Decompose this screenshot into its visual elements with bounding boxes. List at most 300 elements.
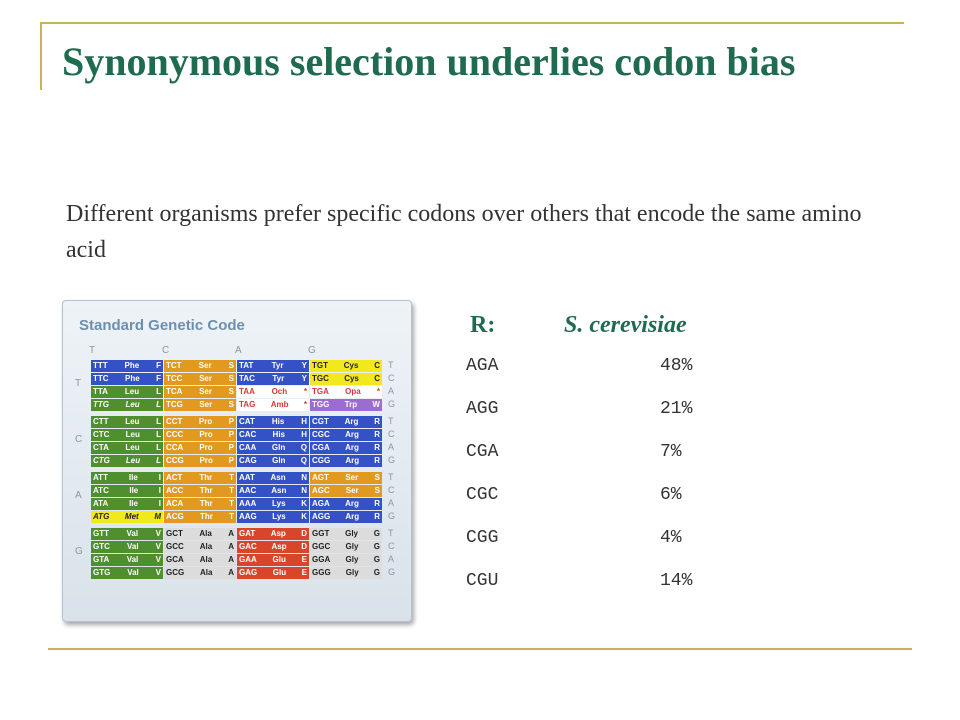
codon-row: [466, 348, 766, 391]
codon-cell: [164, 498, 236, 510]
codon-cell-codon: TAG: [239, 400, 256, 409]
codon-cell-symbol: N: [301, 486, 307, 495]
codon-cell-codon: TGT: [312, 361, 328, 370]
codon-cell-amino-acid: Tyr: [271, 361, 284, 370]
codon-cell-codon: ATG: [93, 512, 110, 521]
codon-cell-amino-acid: His: [272, 430, 285, 439]
codon-cell: [237, 416, 309, 428]
codon-name: CGA: [466, 442, 499, 462]
third-base-letter: A: [388, 554, 395, 564]
codon-cell: [91, 528, 163, 540]
codon-cell: [237, 511, 309, 523]
codon-cell-symbol: L: [156, 387, 161, 396]
codon-cell-codon: AAG: [239, 512, 257, 521]
codon-cell-symbol: S: [374, 486, 380, 495]
codon-cell-amino-acid: Amb: [270, 400, 289, 409]
codon-cell: [237, 498, 309, 510]
codon-cell-amino-acid: Pro: [199, 443, 213, 452]
codon-cell-amino-acid: Pro: [199, 430, 213, 439]
codon-cell-codon: GAC: [239, 542, 257, 551]
codon-cell-symbol: *: [303, 400, 307, 409]
genetic-code-column: [164, 472, 237, 524]
codon-cell-amino-acid: Asp: [271, 542, 287, 551]
codon-cell-symbol: *: [303, 387, 307, 396]
codon-cell: [310, 485, 382, 497]
codon-cell: [310, 455, 382, 467]
codon-cell-symbol: A: [228, 529, 234, 538]
codon-cell-symbol: V: [155, 542, 161, 551]
codon-cell-codon: CGT: [312, 417, 329, 426]
codon-cell: [164, 567, 236, 579]
codon-cell-symbol: R: [374, 443, 380, 452]
codon-cell: [237, 554, 309, 566]
codon-cell-symbol: S: [228, 374, 234, 383]
codon-cell-amino-acid: Ser: [198, 361, 212, 370]
codon-cell-amino-acid: Gly: [345, 529, 358, 538]
codon-cell: [164, 541, 236, 553]
codon-cell-symbol: I: [158, 499, 161, 508]
codon-cell-codon: GGG: [312, 568, 331, 577]
codon-cell-codon: CTA: [93, 443, 109, 452]
genetic-code-column: [91, 360, 164, 412]
codon-cell-amino-acid: Leu: [125, 443, 140, 452]
genetic-code-column: [164, 528, 237, 580]
third-base-letter: A: [388, 386, 395, 396]
codon-cell-amino-acid: Gln: [272, 456, 286, 465]
codon-cell: [164, 472, 236, 484]
codon-cell-amino-acid: Ile: [128, 473, 138, 482]
genetic-code-column: [91, 472, 164, 524]
codon-cell-symbol: S: [374, 473, 380, 482]
codon-cell-amino-acid: Val: [126, 555, 139, 564]
slide-frame-top-line: [40, 22, 904, 24]
codon-cell-symbol: M: [154, 512, 161, 521]
codon-row: [466, 391, 766, 434]
codon-cell-symbol: W: [372, 400, 380, 409]
codon-cell-codon: GTA: [93, 555, 110, 564]
codon-cell-codon: TGG: [312, 400, 330, 409]
codon-cell-codon: GCC: [166, 542, 184, 551]
codon-cell-symbol: S: [228, 400, 234, 409]
codon-cell-amino-acid: Pro: [198, 417, 213, 426]
slide-title: Synonymous selection underlies codon bias: [62, 39, 796, 84]
codon-cell-symbol: G: [373, 529, 380, 538]
codon-usage-rows: [466, 348, 766, 606]
codon-cell-codon: TAC: [239, 374, 255, 383]
codon-cell: [91, 511, 163, 523]
codon-row: [466, 434, 766, 477]
codon-cell-symbol: P: [228, 443, 234, 452]
codon-cell-codon: CCA: [166, 443, 184, 452]
genetic-code-column: [310, 360, 383, 412]
codon-cell-amino-acid: Lys: [272, 512, 286, 521]
codon-cell: [91, 485, 163, 497]
codon-cell: [237, 455, 309, 467]
codon-cell-codon: GTG: [93, 568, 111, 577]
codon-cell-codon: ACA: [166, 499, 184, 508]
codon-cell: [237, 528, 309, 540]
codon-cell-amino-acid: Leu: [125, 417, 140, 426]
codon-cell-codon: AGC: [312, 486, 330, 495]
codon-cell-amino-acid: Trp: [344, 400, 358, 409]
codon-cell-codon: CTC: [93, 430, 110, 439]
codon-cell: [91, 472, 163, 484]
codon-cell-symbol: Q: [300, 443, 307, 452]
codon-cell-symbol: T: [229, 499, 234, 508]
amino-acid-label: R:: [470, 312, 496, 338]
slide-frame-bottom-line: [48, 648, 912, 650]
genetic-code-column: [91, 528, 164, 580]
genetic-code-block: [91, 416, 383, 468]
codon-cell-codon: GAG: [239, 568, 258, 577]
codon-cell: [164, 511, 236, 523]
codon-cell-codon: ATA: [93, 499, 109, 508]
codon-cell-codon: CAG: [239, 456, 257, 465]
genetic-code-column: [237, 360, 310, 412]
codon-cell-codon: CAC: [239, 430, 257, 439]
codon-cell-codon: TCT: [166, 361, 182, 370]
codon-cell: [310, 373, 382, 385]
organism-label: S. cerevisiae: [564, 312, 687, 338]
codon-cell-amino-acid: Arg: [345, 512, 360, 521]
codon-cell: [164, 442, 236, 454]
codon-cell-codon: GCG: [166, 568, 185, 577]
codon-cell: [91, 541, 163, 553]
third-base-letter: T: [388, 528, 394, 538]
codon-cell: [237, 485, 309, 497]
codon-cell-symbol: Q: [300, 456, 307, 465]
codon-cell: [91, 360, 163, 372]
codon-cell: [91, 386, 163, 398]
codon-cell-symbol: D: [301, 542, 307, 551]
codon-cell: [310, 399, 382, 411]
codon-cell: [237, 399, 309, 411]
codon-cell-codon: CCT: [166, 417, 183, 426]
third-base-letter: C: [388, 373, 395, 383]
codon-cell-symbol: V: [155, 568, 161, 577]
codon-cell-codon: CTT: [93, 417, 109, 426]
codon-cell-amino-acid: Met: [124, 512, 139, 521]
codon-cell-amino-acid: Leu: [125, 456, 141, 465]
codon-cell-codon: ACT: [166, 473, 183, 482]
codon-cell-codon: ATT: [93, 473, 108, 482]
genetic-code-column: [91, 416, 164, 468]
codon-cell-codon: GTC: [93, 542, 110, 551]
codon-cell: [91, 567, 163, 579]
codon-percentage: 7%: [660, 442, 682, 462]
codon-cell-symbol: R: [374, 512, 380, 521]
codon-cell-amino-acid: Cys: [344, 374, 359, 383]
codon-cell: [91, 554, 163, 566]
codon-cell-amino-acid: Phe: [124, 361, 140, 370]
codon-cell-symbol: S: [228, 387, 234, 396]
codon-cell-amino-acid: Thr: [200, 512, 213, 521]
codon-cell-symbol: T: [229, 473, 234, 482]
codon-cell-amino-acid: Ser: [199, 374, 212, 383]
codon-cell-symbol: K: [301, 499, 307, 508]
codon-cell-amino-acid: Ala: [199, 542, 213, 551]
genetic-code-column: [310, 472, 383, 524]
codon-cell-amino-acid: Phe: [125, 374, 140, 383]
codon-cell: [164, 528, 236, 540]
codon-cell: [310, 429, 382, 441]
genetic-code-column: [237, 416, 310, 468]
third-base-letter: G: [388, 399, 396, 409]
third-base-letter: T: [388, 416, 394, 426]
codon-cell-codon: TTT: [93, 361, 108, 370]
codon-cell: [310, 554, 382, 566]
codon-cell-codon: TCG: [166, 400, 183, 409]
genetic-code-block: [91, 360, 383, 412]
codon-cell-codon: AGA: [312, 499, 330, 508]
codon-cell-codon: CAT: [239, 417, 255, 426]
codon-cell-codon: CTG: [93, 456, 110, 465]
codon-cell: [91, 442, 163, 454]
codon-cell: [237, 373, 309, 385]
codon-cell-codon: ACG: [166, 512, 184, 521]
codon-name: CGU: [466, 571, 499, 591]
codon-cell-symbol: E: [301, 555, 307, 564]
codon-cell-amino-acid: Ser: [345, 473, 359, 482]
codon-cell-amino-acid: Leu: [125, 430, 140, 439]
codon-cell-symbol: L: [156, 417, 161, 426]
codon-cell-codon: CGG: [312, 456, 331, 465]
codon-cell-amino-acid: Lys: [272, 499, 286, 508]
codon-cell: [91, 429, 163, 441]
codon-cell-amino-acid: Pro: [199, 456, 213, 465]
codon-cell: [310, 528, 382, 540]
codon-cell-codon: GGA: [312, 555, 331, 564]
codon-cell: [237, 442, 309, 454]
codon-cell-symbol: L: [156, 400, 161, 409]
second-base-letter: G: [308, 345, 316, 356]
second-base-letter: C: [162, 345, 170, 356]
codon-cell-amino-acid: Opa: [345, 387, 361, 396]
codon-cell-symbol: G: [373, 568, 380, 577]
third-base-letter: A: [388, 498, 395, 508]
codon-cell-symbol: G: [373, 542, 380, 551]
codon-cell-codon: GGC: [312, 542, 331, 551]
codon-cell-symbol: A: [228, 542, 234, 551]
codon-cell-symbol: L: [156, 443, 161, 452]
codon-cell-amino-acid: Val: [127, 568, 139, 577]
codon-cell-symbol: R: [374, 430, 380, 439]
genetic-code-column: [310, 416, 383, 468]
codon-cell-amino-acid: Asp: [270, 529, 286, 538]
codon-cell-symbol: H: [301, 417, 307, 426]
codon-cell-symbol: L: [156, 456, 161, 465]
codon-row: [466, 477, 766, 520]
codon-cell: [310, 360, 382, 372]
codon-cell-symbol: P: [228, 456, 234, 465]
codon-cell-symbol: R: [374, 499, 380, 508]
codon-cell-symbol: F: [156, 374, 161, 383]
codon-cell-codon: CCC: [166, 430, 184, 439]
codon-cell: [310, 498, 382, 510]
codon-cell-amino-acid: Arg: [345, 456, 360, 465]
codon-cell-amino-acid: Och: [271, 387, 288, 396]
codon-cell-amino-acid: Ser: [345, 486, 359, 495]
codon-cell-codon: ATC: [93, 486, 109, 495]
third-base-letter: G: [388, 455, 396, 465]
codon-cell: [237, 567, 309, 579]
codon-cell-codon: TAA: [239, 387, 255, 396]
codon-cell-symbol: K: [301, 512, 307, 521]
codon-cell-codon: TTG: [93, 400, 109, 409]
codon-cell-codon: GAT: [239, 529, 256, 538]
codon-cell-amino-acid: Asn: [270, 473, 286, 482]
codon-cell-codon: GAA: [239, 555, 257, 564]
codon-cell-symbol: P: [228, 430, 234, 439]
codon-cell-amino-acid: Ser: [199, 387, 212, 396]
codon-cell-amino-acid: Gln: [271, 443, 286, 452]
codon-percentage: 6%: [660, 485, 682, 505]
codon-cell-codon: GCT: [166, 529, 183, 538]
codon-name: AGG: [466, 399, 499, 419]
codon-cell: [91, 416, 163, 428]
codon-cell: [310, 416, 382, 428]
codon-cell: [237, 472, 309, 484]
codon-cell-symbol: F: [156, 361, 161, 370]
genetic-code-column: [237, 528, 310, 580]
codon-cell-codon: AGT: [312, 473, 329, 482]
codon-cell-symbol: C: [374, 374, 380, 383]
codon-percentage: 48%: [660, 356, 693, 376]
codon-cell-codon: TGC: [312, 374, 329, 383]
codon-cell-amino-acid: Arg: [344, 417, 359, 426]
codon-cell: [310, 442, 382, 454]
third-base-letter: C: [388, 541, 395, 551]
codon-cell-symbol: Y: [301, 374, 307, 383]
first-base-letter: C: [75, 434, 83, 445]
codon-cell-amino-acid: Arg: [345, 430, 359, 439]
codon-cell-amino-acid: Ser: [199, 400, 213, 409]
codon-cell: [164, 416, 236, 428]
codon-cell-symbol: P: [228, 417, 234, 426]
first-base-letter: T: [75, 378, 82, 389]
genetic-code-column: [237, 472, 310, 524]
codon-cell-codon: GCA: [166, 555, 184, 564]
codon-cell-symbol: A: [228, 568, 234, 577]
codon-cell-amino-acid: Ala: [199, 529, 212, 538]
codon-cell-amino-acid: Thr: [199, 486, 213, 495]
codon-cell-amino-acid: Glu: [272, 555, 286, 564]
codon-cell-amino-acid: His: [271, 417, 285, 426]
genetic-code-image: [62, 300, 412, 622]
third-base-letter: C: [388, 429, 395, 439]
codon-cell: [164, 373, 236, 385]
codon-cell: [237, 541, 309, 553]
codon-cell-codon: ACC: [166, 486, 184, 495]
codon-cell-codon: GTT: [93, 529, 109, 538]
codon-percentage: 14%: [660, 571, 693, 591]
codon-name: AGA: [466, 356, 499, 376]
codon-cell-amino-acid: Asn: [271, 486, 287, 495]
slide-frame-left-line: [40, 22, 42, 90]
codon-cell-amino-acid: Ala: [199, 555, 213, 564]
codon-cell-codon: AAT: [239, 473, 255, 482]
codon-cell-codon: GGT: [312, 529, 330, 538]
codon-row: [466, 563, 766, 606]
codon-cell: [310, 511, 382, 523]
codon-cell-codon: AAC: [239, 486, 257, 495]
codon-cell-symbol: R: [374, 456, 380, 465]
slide-subtitle: Different organisms prefer specific codons over others that encode the same amino acid: [66, 201, 862, 263]
genetic-code-column: [164, 360, 237, 412]
codon-cell: [91, 455, 163, 467]
codon-cell-amino-acid: Val: [126, 529, 139, 538]
codon-cell-amino-acid: Gly: [345, 555, 359, 564]
codon-usage-table: [466, 308, 766, 606]
genetic-code-title: Standard Genetic Code: [79, 317, 245, 334]
third-base-letter: A: [388, 442, 395, 452]
second-base-letters: [89, 345, 389, 359]
codon-cell-symbol: Y: [301, 361, 307, 370]
codon-cell-codon: TGA: [312, 387, 329, 396]
codon-cell-amino-acid: Leu: [125, 400, 140, 409]
codon-cell-codon: AGG: [312, 512, 331, 521]
third-base-letter: T: [388, 472, 394, 482]
codon-cell: [91, 399, 163, 411]
third-base-letter: C: [388, 485, 395, 495]
codon-name: CGC: [466, 485, 499, 505]
codon-cell-symbol: I: [158, 486, 161, 495]
genetic-code-block: [91, 528, 383, 580]
codon-cell-amino-acid: Val: [126, 542, 139, 551]
codon-cell-codon: TAT: [239, 361, 254, 370]
codon-cell-codon: TTA: [93, 387, 108, 396]
codon-cell-symbol: V: [155, 529, 161, 538]
codon-cell-amino-acid: Arg: [345, 443, 359, 452]
codon-cell: [164, 455, 236, 467]
codon-row: [466, 520, 766, 563]
codon-cell: [310, 472, 382, 484]
codon-cell-amino-acid: Tyr: [272, 374, 285, 383]
codon-cell: [164, 399, 236, 411]
codon-cell-amino-acid: Thr: [199, 499, 213, 508]
codon-cell-codon: TTC: [93, 374, 109, 383]
codon-cell-amino-acid: Cys: [343, 361, 359, 370]
codon-cell-symbol: L: [156, 430, 161, 439]
codon-cell-codon: CCG: [166, 456, 184, 465]
first-base-letter: A: [75, 490, 82, 501]
codon-cell-symbol: R: [374, 417, 380, 426]
first-base-letter: G: [75, 546, 83, 557]
second-base-letter: A: [235, 345, 242, 356]
third-base-letter: G: [388, 511, 396, 521]
codon-usage-header: [466, 308, 766, 348]
codon-cell-symbol: C: [374, 361, 380, 370]
codon-cell: [91, 373, 163, 385]
third-base-letter: T: [388, 360, 394, 370]
codon-cell: [164, 386, 236, 398]
codon-cell-amino-acid: Arg: [345, 499, 359, 508]
codon-cell: [310, 386, 382, 398]
codon-cell: [237, 360, 309, 372]
codon-cell-amino-acid: Ala: [200, 568, 213, 577]
codon-cell-symbol: T: [229, 512, 234, 521]
codon-cell-symbol: A: [228, 555, 234, 564]
codon-cell-codon: CAA: [239, 443, 257, 452]
codon-cell-codon: CGA: [312, 443, 330, 452]
codon-cell-amino-acid: Glu: [272, 568, 287, 577]
codon-cell-symbol: *: [376, 387, 380, 396]
codon-cell-symbol: V: [155, 555, 161, 564]
codon-cell-symbol: T: [229, 486, 234, 495]
codon-cell-symbol: D: [301, 529, 307, 538]
codon-cell-symbol: N: [301, 473, 307, 482]
codon-cell-amino-acid: Thr: [199, 473, 213, 482]
